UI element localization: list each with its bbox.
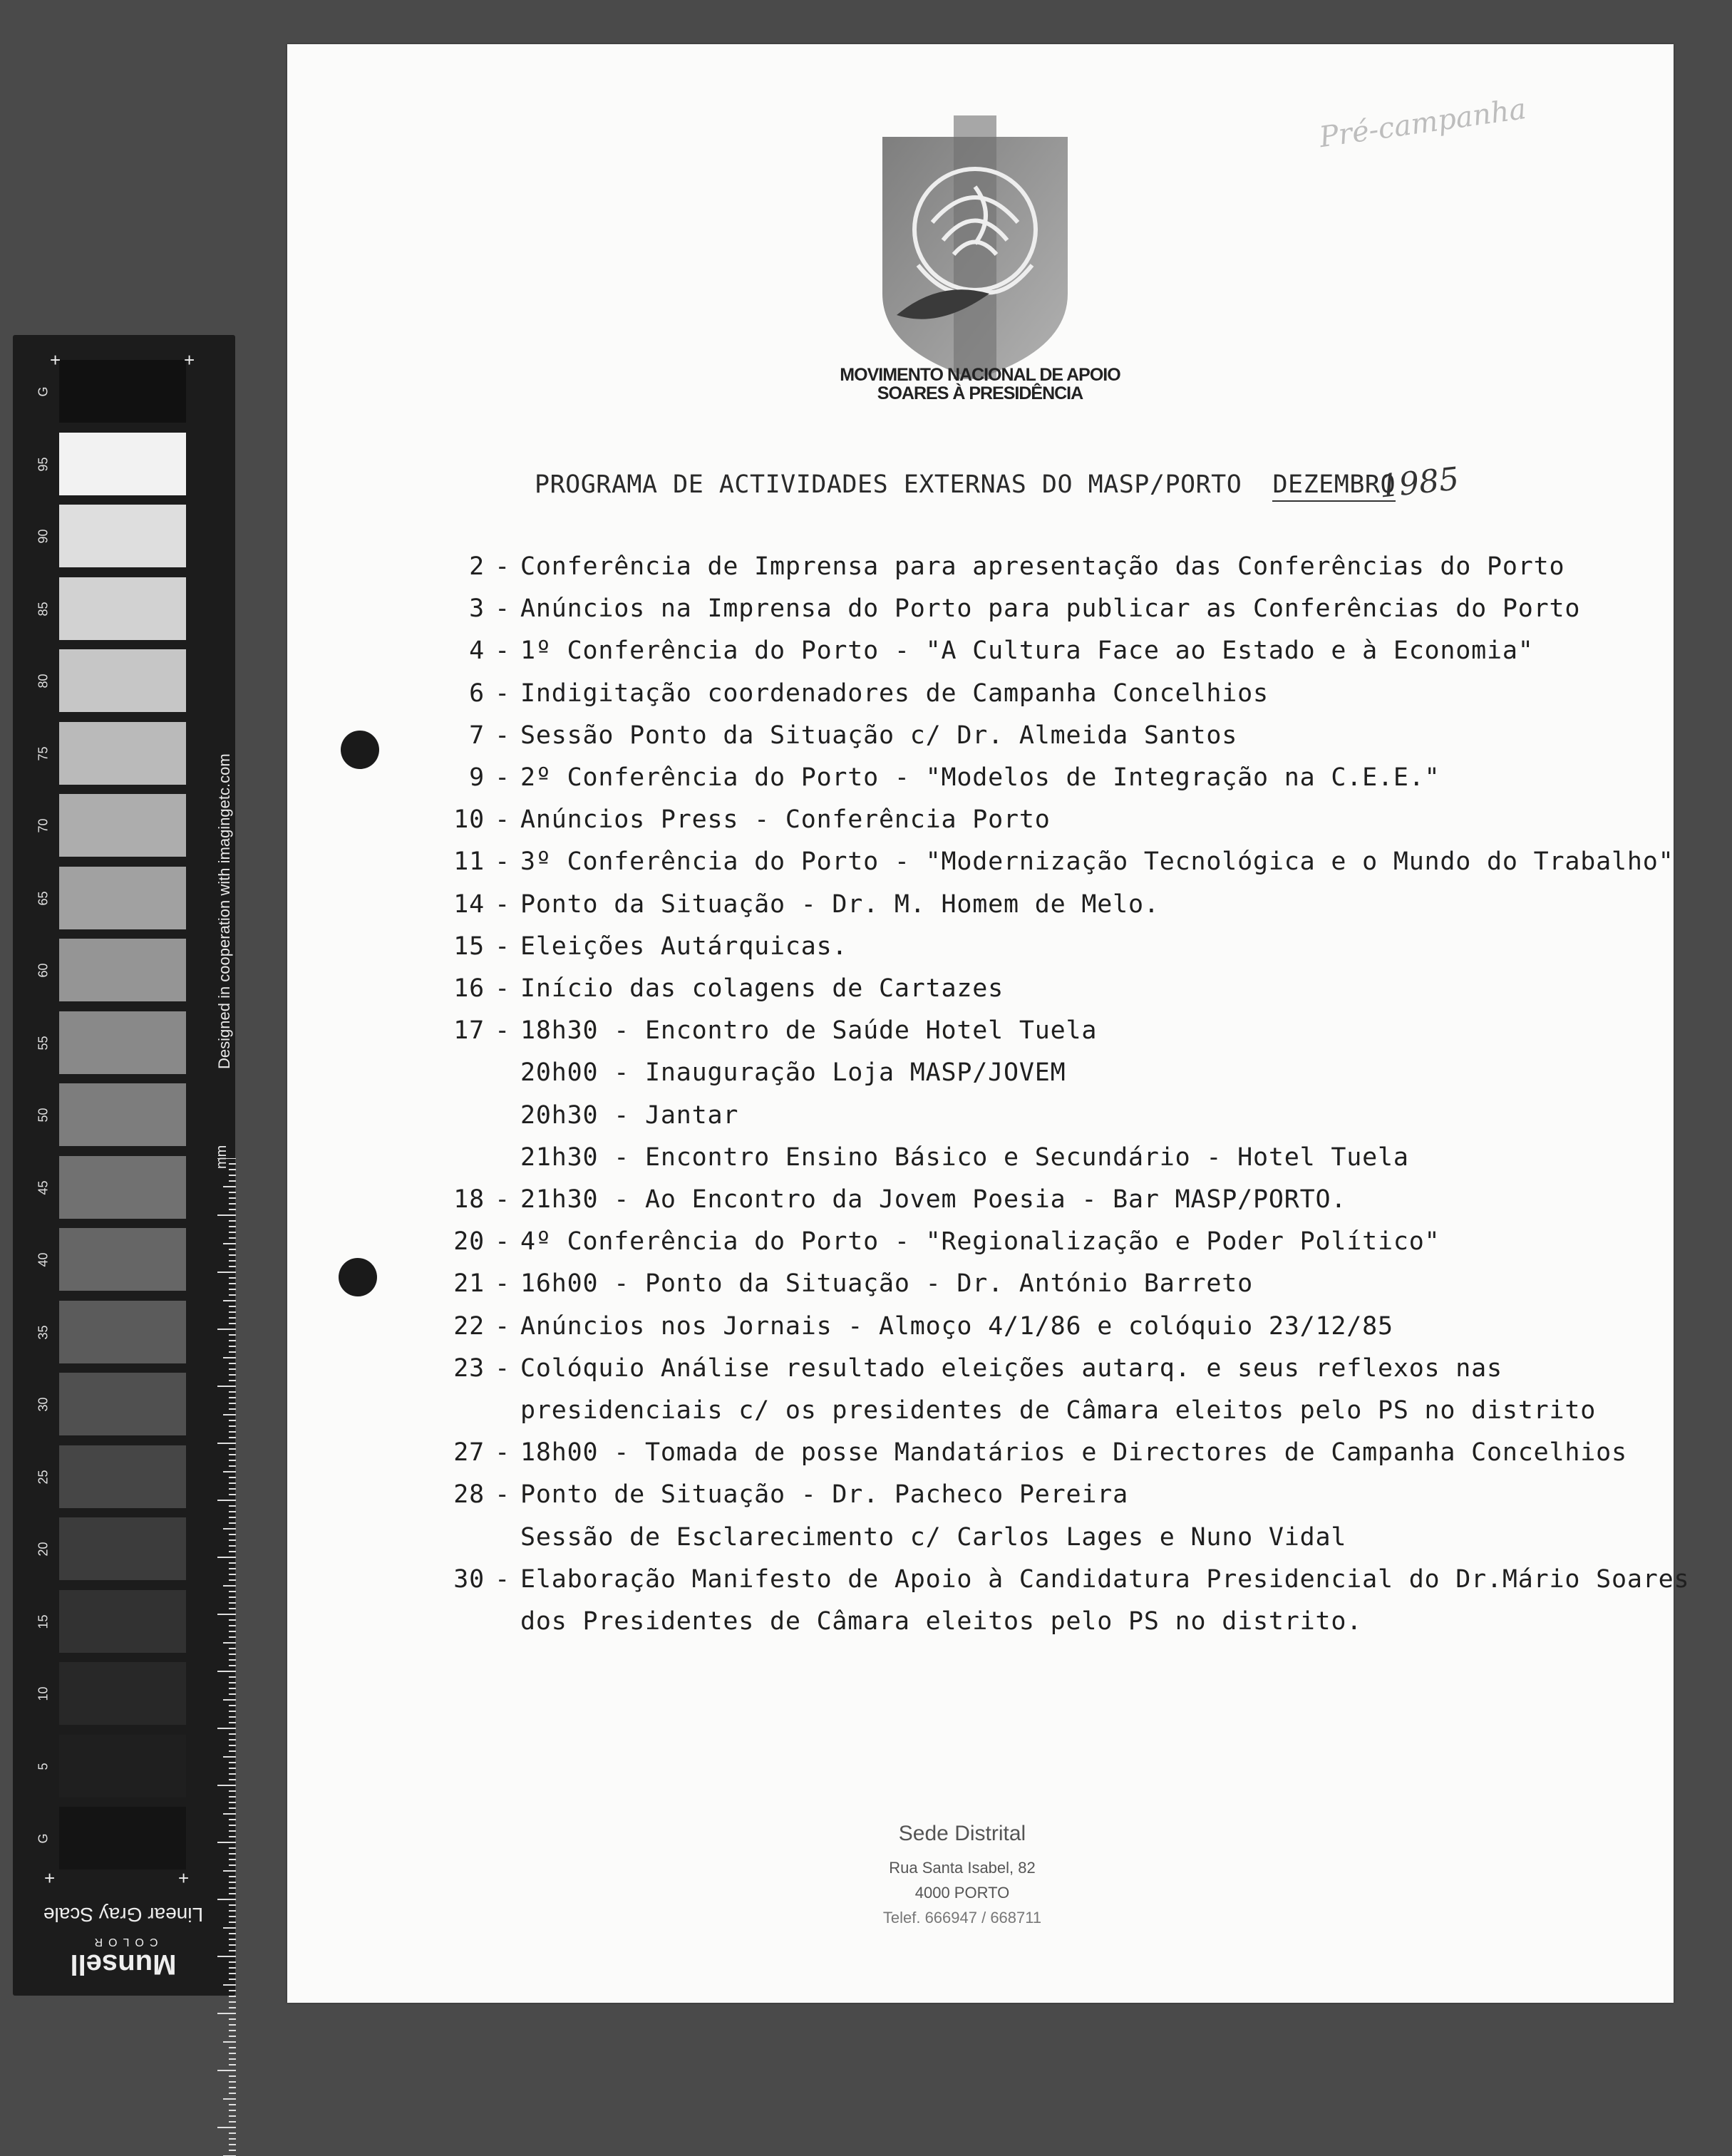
gray-patch <box>59 1301 186 1363</box>
entry-text: Conferência de Imprensa para apresentação das Conferências do Porto <box>520 552 1565 581</box>
entry-text: 21h30 - Ao Encontro da Jovem Poesia - Bar MASP/PORTO. <box>520 1185 1347 1214</box>
entry-separator: - <box>495 974 510 1003</box>
gray-patch-label: 55 <box>36 1036 51 1051</box>
gray-patch-label: 40 <box>36 1252 51 1267</box>
handwritten-margin-note: Pré-campanha <box>1317 92 1529 155</box>
entry-separator: - <box>495 1354 510 1383</box>
entry-day: 15 <box>453 932 485 961</box>
letterhead-line2: SOARES À PRESIDÊNCIA <box>877 383 1083 403</box>
gray-patch <box>59 1011 186 1074</box>
gray-patch <box>59 360 186 423</box>
entry-text: Colóquio Análise resultado eleições autarq. e seus reflexos nas <box>520 1354 1502 1383</box>
entry-day: 28 <box>453 1480 485 1509</box>
activity-entry <box>435 974 1004 1003</box>
document-title <box>535 470 1396 499</box>
entry-day: 11 <box>453 847 485 876</box>
entry-text: 18h30 - Encontro de Saúde Hotel Tuela <box>520 1016 1098 1045</box>
activity-entry <box>435 1480 1128 1509</box>
entry-separator: - <box>495 679 510 708</box>
gray-patch <box>59 433 186 495</box>
mm-ruler <box>215 1158 236 2156</box>
activity-entry <box>435 805 1051 834</box>
entry-text: 21h30 - Encontro Ensino Básico e Secundário - Hotel Tuela <box>520 1143 1409 1172</box>
gray-patch-label: 20 <box>36 1542 51 1557</box>
card-credit: Designed in cooperation with imagingetc.com <box>215 753 233 1069</box>
entry-text: 4º Conferência do Porto - "Regionalização e Poder Político" <box>520 1227 1440 1256</box>
footer-address1: Rua Santa Isabel, 82 <box>889 1859 1036 1877</box>
entry-text: Ponto de Situação - Dr. Pacheco Pereira <box>520 1480 1128 1509</box>
activity-entry <box>435 847 1674 876</box>
entry-day: 9 <box>469 763 485 792</box>
title-text: PROGRAMA DE ACTIVIDADES EXTERNAS DO MASP/PORTO <box>535 470 1242 499</box>
registration-mark: + <box>50 349 61 371</box>
gray-patch <box>59 794 186 857</box>
entry-text: Início das colagens de Cartazes <box>520 974 1004 1003</box>
entry-text: Indigitação coordenadores de Campanha Concelhios <box>520 679 1269 708</box>
punch-hole <box>341 731 379 769</box>
entry-separator: - <box>495 847 510 876</box>
activity-entry <box>435 1016 1097 1045</box>
entry-text: presidenciais c/ os presidentes de Câmara eleitos pelo PS no distrito <box>520 1396 1597 1425</box>
entry-text: 20h00 - Inauguração Loja MASP/JOVEM <box>520 1058 1066 1087</box>
entry-day: 6 <box>469 679 485 708</box>
entry-separator: - <box>495 763 510 792</box>
gray-patch <box>59 1662 186 1725</box>
gray-patch-label: 10 <box>36 1686 51 1701</box>
entry-day: 4 <box>469 636 485 665</box>
gray-patch <box>59 1228 186 1291</box>
footer-phone: Telef. 666947 / 668711 <box>882 1909 1042 1927</box>
gray-patch <box>59 1083 186 1146</box>
entry-text: 20h30 - Jantar <box>520 1101 739 1130</box>
gray-patch <box>59 1735 186 1797</box>
entry-day: 3 <box>469 594 485 623</box>
gray-patch <box>59 577 186 640</box>
entry-separator: - <box>495 890 510 919</box>
entry-text: Eleições Autárquicas. <box>520 932 848 961</box>
scale-name: Linear Gray Scale <box>43 1904 204 1926</box>
munsell-brand: Munsell <box>70 1949 177 1980</box>
entry-separator: - <box>495 636 510 665</box>
activity-entry <box>435 1101 738 1130</box>
activity-entry <box>435 1523 1346 1552</box>
munsell-brand-sub: COLOR <box>88 1936 158 1948</box>
entry-text: 18h00 - Tomada de posse Mandatários e Directores de Campanha Concelhios <box>520 1438 1627 1467</box>
gray-patch-label: G <box>36 386 51 397</box>
entry-separator: - <box>495 1185 510 1214</box>
gray-patch-label: 85 <box>36 602 51 617</box>
entry-text: Anúncios Press - Conferência Porto <box>520 805 1051 834</box>
punch-hole <box>339 1258 377 1296</box>
gray-patch <box>59 505 186 567</box>
activity-entry <box>435 1354 1502 1383</box>
gray-patch <box>59 649 186 712</box>
entry-day: 23 <box>453 1354 485 1383</box>
entry-separator: - <box>495 1016 510 1045</box>
gray-patch <box>59 939 186 1001</box>
activity-entry <box>435 1227 1440 1256</box>
footer-heading: Sede Distrital <box>898 1822 1026 1845</box>
gray-patch <box>59 1517 186 1580</box>
registration-mark: + <box>44 1867 56 1889</box>
gray-patch-label: 15 <box>36 1614 51 1629</box>
gray-patch-label: 60 <box>36 963 51 978</box>
entry-separator: - <box>495 721 510 750</box>
letterhead-line1: MOVIMENTO NACIONAL DE APOIO <box>840 365 1120 385</box>
entry-text: 3º Conferência do Porto - "Modernização Tecnológica e o Mundo do Trabalho" <box>520 847 1674 876</box>
entry-text: Sessão de Esclarecimento c/ Carlos Lages e Nuno Vidal <box>520 1523 1347 1552</box>
registration-mark: + <box>184 349 195 371</box>
gray-patch <box>59 1590 186 1653</box>
gray-patch <box>59 867 186 929</box>
activity-entry <box>435 1058 1066 1087</box>
activity-entry <box>435 594 1580 623</box>
entry-text: Sessão Ponto da Situação c/ Dr. Almeida Santos <box>520 721 1238 750</box>
activity-entry <box>435 552 1565 581</box>
entry-day: 17 <box>453 1016 485 1045</box>
entry-text: 16h00 - Ponto da Situação - Dr. António Barreto <box>520 1269 1253 1298</box>
entry-separator: - <box>495 805 510 834</box>
title-month: DEZEMBRO <box>1272 470 1396 502</box>
entry-text: Anúncios nos Jornais - Almoço 4/1/86 e colóquio 23/12/85 <box>520 1312 1393 1341</box>
handwritten-year: 1985 <box>1377 460 1461 505</box>
ruler-unit: mm <box>214 1145 230 1169</box>
gray-patch-label: G <box>36 1833 51 1844</box>
entry-day: 16 <box>453 974 485 1003</box>
entry-separator: - <box>495 552 510 581</box>
gray-patch-label: 75 <box>36 746 51 761</box>
registration-mark: + <box>178 1867 190 1889</box>
gray-patch <box>59 1807 186 1869</box>
entry-separator: - <box>495 1565 510 1594</box>
activity-entry <box>435 1607 1362 1636</box>
activity-entry <box>435 1565 1689 1594</box>
gray-patch <box>59 1373 186 1435</box>
gray-patch-label: 80 <box>36 674 51 688</box>
gray-patch-label: 65 <box>36 891 51 906</box>
entry-separator: - <box>495 1312 510 1341</box>
gray-patch-label: 30 <box>36 1397 51 1412</box>
activity-entry <box>435 932 847 961</box>
entry-day: 22 <box>453 1312 485 1341</box>
entry-separator: - <box>495 1227 510 1256</box>
gray-patch-label: 25 <box>36 1470 51 1485</box>
activity-entry <box>435 679 1269 708</box>
footer-address2: 4000 PORTO <box>914 1884 1010 1902</box>
activity-entry <box>435 890 1160 919</box>
entry-day: 7 <box>469 721 485 750</box>
activity-entry <box>435 1185 1346 1214</box>
gray-patch-label: 45 <box>36 1180 51 1195</box>
entry-day: 18 <box>453 1185 485 1214</box>
rose-logo <box>875 115 1075 379</box>
gray-patch-label: 70 <box>36 818 51 833</box>
gray-patch-label: 35 <box>36 1325 51 1340</box>
activity-entry <box>435 636 1534 665</box>
entry-text: Anúncios na Imprensa do Porto para publicar as Conferências do Porto <box>520 594 1581 623</box>
entry-text: 1º Conferência do Porto - "A Cultura Face ao Estado e à Economia" <box>520 636 1534 665</box>
entry-day: 2 <box>469 552 485 581</box>
entry-day: 30 <box>453 1565 485 1594</box>
entry-text: 2º Conferência do Porto - "Modelos de Integração na C.E.E." <box>520 763 1440 792</box>
activity-entry <box>435 763 1440 792</box>
activity-entry <box>435 721 1237 750</box>
entry-day: 21 <box>453 1269 485 1298</box>
activity-entry <box>435 1269 1253 1298</box>
entry-text: Elaboração Manifesto de Apoio à Candidatura Presidencial do Dr.Mário Soares <box>520 1565 1690 1594</box>
entry-text: dos Presidentes de Câmara eleitos pelo PS no distrito. <box>520 1607 1363 1636</box>
entry-day: 20 <box>453 1227 485 1256</box>
entry-day: 10 <box>453 805 485 834</box>
activity-entry <box>435 1396 1596 1425</box>
entry-text: Ponto da Situação - Dr. M. Homem de Melo. <box>520 890 1160 919</box>
activity-entry <box>435 1438 1627 1467</box>
gray-patch <box>59 1156 186 1219</box>
gray-scale-card <box>13 335 235 1996</box>
munsell-logo <box>41 1935 205 1980</box>
gray-patch-label: 95 <box>36 457 51 472</box>
gray-patch-label: 50 <box>36 1108 51 1123</box>
entry-separator: - <box>495 932 510 961</box>
entry-separator: - <box>495 1438 510 1467</box>
entry-separator: - <box>495 1269 510 1298</box>
gray-patch <box>59 722 186 785</box>
gray-patch <box>59 1445 186 1508</box>
gray-patch-label: 5 <box>36 1763 51 1770</box>
entry-separator: - <box>495 594 510 623</box>
activity-entry <box>435 1143 1409 1172</box>
entry-day: 27 <box>453 1438 485 1467</box>
entry-day: 14 <box>453 890 485 919</box>
entry-separator: - <box>495 1480 510 1509</box>
gray-patch-label: 90 <box>36 529 51 544</box>
activity-entry <box>435 1312 1393 1341</box>
